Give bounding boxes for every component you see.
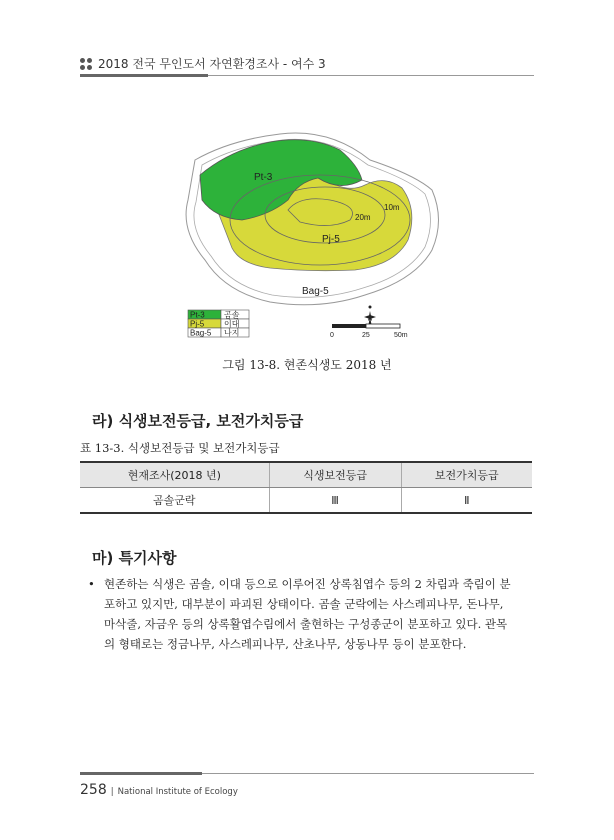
- scale-tick-50: 50m: [394, 332, 408, 339]
- table-row: [80, 488, 532, 514]
- header-dots-icon: [80, 58, 92, 70]
- table-header-cell: 현재조사(2018 년): [80, 462, 269, 488]
- conservation-table: [80, 461, 532, 514]
- running-header: [80, 55, 326, 72]
- body-line: 포하고 있지만, 대부분이 파괴된 상태이다. 곰솔 군락에는 사스레피나무, 돈나무,: [104, 597, 504, 611]
- figure-caption: 그림 13-8. 현존식생도 2018 년: [222, 358, 392, 372]
- page-number: 258: [80, 782, 107, 798]
- body-bullet: [90, 574, 535, 654]
- footer-rule-accent: [80, 772, 202, 775]
- footer: [80, 782, 238, 798]
- legend-code-2: Bag-5: [190, 328, 212, 338]
- footer-org: National Institute of Ecology: [117, 787, 238, 797]
- header-rule-accent: [80, 74, 208, 77]
- table-cell: Ⅱ: [401, 488, 532, 514]
- legend-code-0: Pt-3: [190, 310, 205, 320]
- table-cell: Ⅲ: [269, 488, 401, 514]
- map-label-pj5: Pj-5: [322, 234, 340, 245]
- scale-bar: [330, 324, 408, 339]
- footer-separator: |: [110, 787, 114, 797]
- header-title: 2018 전국 무인도서 자연환경조사 - 여수 3: [98, 57, 326, 71]
- body-line: 의 형태로는 정금나무, 사스레피나무, 산초나무, 상동나무 등이 분포한다.: [104, 637, 467, 651]
- vegetation-map: [170, 120, 460, 350]
- table-cell: 곰솔군락: [80, 488, 269, 514]
- body-line: 마삭줄, 자금우 등의 상록활엽수림에서 출현하는 구성종군이 분포하고 있다. 관목: [104, 617, 508, 631]
- legend-name-0: 곰솔: [224, 310, 240, 320]
- legend-name-2: 나지: [224, 328, 240, 338]
- legend-name-1: 이대: [224, 319, 240, 329]
- map-label-bag5: Bag-5: [302, 286, 329, 297]
- scale-tick-25: 25: [362, 332, 370, 339]
- legend-code-1: Pj-5: [190, 319, 205, 329]
- map-label-pt3: Pt-3: [254, 172, 273, 183]
- bullet-icon: •: [88, 577, 95, 591]
- table-header-row: [80, 462, 532, 488]
- map-label-c20: 20m: [355, 213, 371, 222]
- table-title: 표 13-3. 식생보전등급 및 보전가치등급: [80, 441, 280, 455]
- table-header-cell: 식생보전등급: [269, 462, 401, 488]
- section-title-ma: 마) 특기사항: [92, 549, 177, 567]
- map-legend: [188, 310, 249, 338]
- section-title-ra: 라) 식생보전등급, 보전가치등급: [92, 412, 304, 430]
- body-line: 현존하는 식생은 곰솔, 이대 등으로 이루어진 상록침엽수 등의 2 차림과 죽림이 분: [104, 577, 511, 591]
- table-header-cell: 보전가치등급: [401, 462, 532, 488]
- scale-tick-0: 0: [330, 332, 334, 339]
- map-label-c10: 10m: [384, 203, 400, 212]
